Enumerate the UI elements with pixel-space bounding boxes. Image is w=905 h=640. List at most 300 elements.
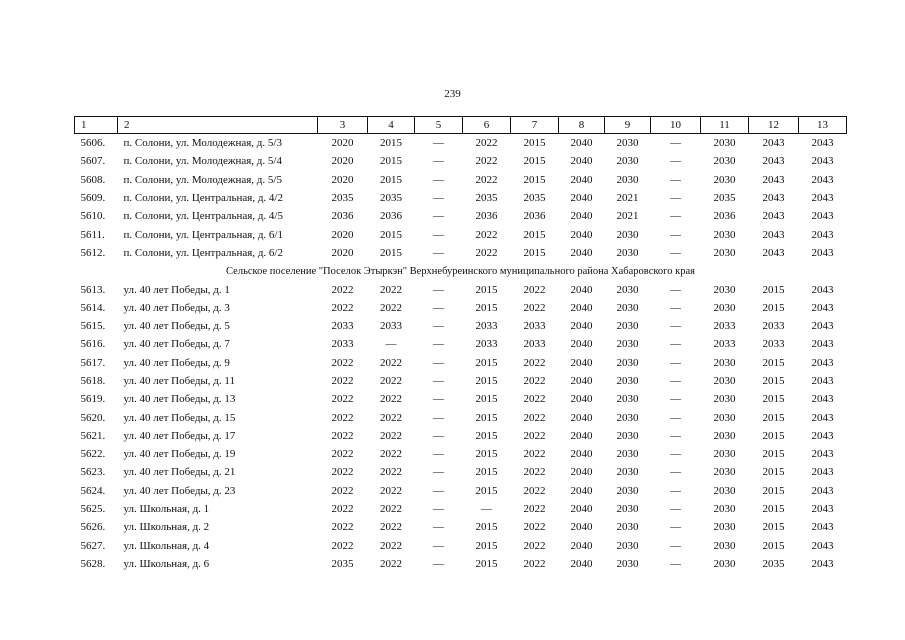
table-cell: ул. 40 лет Победы, д. 5 — [123, 320, 230, 333]
table-cell: 5619. — [80, 393, 106, 406]
table-cell: 2040 — [570, 155, 593, 168]
table-row — [75, 500, 847, 518]
header-cell: 8 — [559, 117, 605, 134]
table-cell: 2043 — [762, 137, 785, 150]
table-cell: 2021 — [616, 210, 639, 223]
table-cell: — — [433, 429, 444, 442]
table-cell: 2022 — [523, 448, 546, 461]
table-row — [75, 463, 847, 481]
header-cell: 4 — [368, 117, 415, 134]
table-cell: 2015 — [762, 448, 785, 461]
table-cell: 2022 — [380, 283, 402, 296]
header-cell: 10 — [651, 117, 701, 134]
table-cell: 2036 — [713, 210, 736, 223]
table-cell: 2030 — [616, 338, 639, 351]
table-cell: 2022 — [523, 484, 546, 497]
table-cell: 2015 — [475, 521, 498, 534]
table-cell: 2030 — [713, 429, 736, 442]
table-cell: — — [433, 192, 444, 205]
table-cell: 2043 — [811, 429, 834, 442]
table-cell: 5609. — [80, 192, 106, 205]
table-cell: 2033 — [713, 320, 736, 333]
table-cell: 2015 — [380, 246, 402, 259]
table-cell: ул. Школьная, д. 6 — [123, 557, 210, 570]
table-cell: 2040 — [570, 484, 593, 497]
table-cell: 2036 — [475, 210, 498, 223]
table-cell: — — [670, 283, 681, 296]
table-cell: 2015 — [762, 283, 785, 296]
table-cell: 2022 — [331, 484, 354, 497]
table-cell: 2015 — [523, 228, 546, 241]
header-cell: 1 — [75, 117, 118, 134]
table-cell: 2036 — [380, 210, 402, 223]
table-cell: 2030 — [713, 228, 736, 241]
table-cell: — — [433, 210, 444, 223]
table-cell: 2015 — [762, 484, 785, 497]
table-cell: 2015 — [380, 173, 402, 186]
table-cell: — — [433, 484, 444, 497]
table-cell: 2040 — [570, 466, 593, 479]
table-cell: ул. 40 лет Победы, д. 1 — [123, 283, 230, 296]
table-cell: 2040 — [570, 246, 593, 259]
table-row — [75, 244, 847, 262]
table-row — [75, 225, 847, 243]
table-cell: — — [670, 228, 681, 241]
table-cell: 2030 — [713, 539, 736, 552]
table-cell: 2015 — [523, 137, 546, 150]
table-cell: 2033 — [523, 320, 546, 333]
table-cell: 2015 — [380, 155, 402, 168]
table-cell: 2043 — [811, 320, 834, 333]
table-cell: 2040 — [570, 173, 593, 186]
table-cell: — — [433, 466, 444, 479]
table-cell: 2030 — [713, 137, 736, 150]
table-cell: 5607. — [80, 155, 106, 168]
table-cell: 2040 — [570, 539, 593, 552]
table-cell: 2030 — [616, 521, 639, 534]
table-cell: 2030 — [713, 173, 736, 186]
table-cell: 2015 — [380, 228, 402, 241]
table-cell: 5615. — [80, 320, 106, 333]
table-cell: 2035 — [523, 192, 546, 205]
table-cell: 2022 — [523, 301, 546, 314]
table-cell: 2030 — [713, 448, 736, 461]
table-row — [75, 207, 847, 225]
table-cell: 2030 — [616, 228, 639, 241]
table-cell: 2022 — [475, 155, 498, 168]
table-cell: 2043 — [811, 356, 834, 369]
table-cell: — — [670, 173, 681, 186]
table-row — [75, 390, 847, 408]
table-cell: 2033 — [762, 320, 785, 333]
table-cell: 2022 — [523, 356, 546, 369]
table-cell: 2030 — [713, 393, 736, 406]
table-cell: п. Солони, ул. Молодежная, д. 5/5 — [123, 173, 282, 186]
table-cell: — — [670, 393, 681, 406]
table-cell: 2022 — [331, 301, 354, 314]
table-cell: 2040 — [570, 320, 593, 333]
table-cell: 2030 — [713, 557, 736, 570]
table-cell: 2015 — [762, 356, 785, 369]
table-cell: — — [433, 283, 444, 296]
table-cell: 2030 — [713, 484, 736, 497]
table-cell: 2020 — [331, 228, 354, 241]
data-table — [74, 116, 847, 573]
table-cell: 2015 — [762, 393, 785, 406]
table-cell: 2030 — [713, 375, 736, 387]
table-cell: 2040 — [570, 338, 593, 351]
table-cell: 2022 — [475, 137, 498, 150]
table-cell: 2030 — [713, 503, 736, 516]
table-cell: 2043 — [811, 503, 834, 516]
table-cell: 2035 — [762, 557, 785, 570]
table-cell: — — [481, 503, 492, 516]
table-cell: — — [385, 338, 397, 351]
table-cell: п. Солони, ул. Центральная, д. 4/2 — [123, 192, 283, 205]
table-cell: 2030 — [616, 411, 639, 424]
table-header — [75, 117, 847, 134]
table-cell: 2033 — [523, 338, 546, 351]
table-row — [75, 335, 847, 353]
table-cell: 2015 — [762, 301, 785, 314]
table-cell: 2022 — [331, 521, 354, 534]
section-row — [75, 262, 847, 280]
table-cell: 2040 — [570, 411, 593, 424]
table-cell: 2022 — [523, 283, 546, 296]
table-cell: 2040 — [570, 192, 593, 205]
table-cell: 2022 — [380, 393, 402, 406]
table-cell: — — [433, 155, 444, 168]
table-cell: 2022 — [523, 466, 546, 479]
table-cell: 2040 — [570, 228, 593, 241]
table-cell: — — [670, 539, 681, 552]
table-cell: 2035 — [380, 192, 402, 205]
table-cell: 2022 — [331, 393, 354, 406]
table-cell: 5608. — [80, 173, 106, 186]
table-cell: 2022 — [523, 393, 546, 406]
table-cell: 2035 — [331, 557, 354, 570]
header-cell: 9 — [605, 117, 651, 134]
table-cell: 2022 — [380, 356, 402, 369]
table-row — [75, 427, 847, 445]
table-cell: 2030 — [616, 320, 639, 333]
table-cell: — — [670, 210, 681, 223]
table-cell: 2022 — [331, 429, 354, 442]
table-cell: — — [433, 356, 444, 369]
header-cell: 12 — [749, 117, 799, 134]
table-cell: 5622. — [80, 448, 106, 461]
table-cell: 2022 — [523, 521, 546, 534]
table-cell: 2040 — [570, 301, 593, 314]
header-cell: 3 — [318, 117, 368, 134]
table-cell: 2022 — [380, 411, 402, 424]
table-cell: — — [670, 411, 681, 424]
table-cell: 5616. — [80, 338, 106, 351]
table-row — [75, 299, 847, 317]
header-cell: 11 — [701, 117, 749, 134]
table-cell: 2015 — [475, 393, 498, 406]
table-row — [75, 372, 847, 390]
table-cell: п. Солони, ул. Центральная, д. 6/1 — [123, 228, 283, 241]
table-cell: 2022 — [475, 173, 498, 186]
table-cell: 2033 — [331, 338, 354, 351]
table-cell: 2015 — [475, 484, 498, 497]
page-number: 239 — [444, 88, 461, 100]
table-cell: — — [670, 521, 681, 534]
table-cell: 5611. — [80, 228, 105, 241]
table-cell: 2030 — [616, 557, 639, 570]
table-cell: 2035 — [713, 192, 736, 205]
table-cell: 5612. — [80, 246, 106, 259]
table-cell: 2030 — [713, 521, 736, 534]
table-cell: 2015 — [523, 155, 546, 168]
table-cell: 2040 — [570, 557, 593, 570]
table-cell: — — [670, 192, 681, 205]
table-row — [75, 537, 847, 555]
table-cell: 2030 — [616, 155, 639, 168]
table-cell: 2022 — [523, 375, 546, 387]
table-cell: — — [433, 539, 444, 552]
table-cell: 2015 — [475, 375, 498, 387]
table-cell: 2043 — [811, 539, 834, 552]
table-cell: 2043 — [811, 155, 834, 168]
table-cell: 2022 — [380, 521, 402, 534]
table-cell: 2043 — [811, 192, 834, 205]
table-cell: ул. 40 лет Победы, д. 19 — [123, 448, 236, 461]
table-cell: 2015 — [475, 539, 498, 552]
table-cell: 2022 — [380, 375, 402, 387]
table-cell: 2015 — [475, 301, 498, 314]
table-cell: 2015 — [475, 557, 498, 570]
table-cell: 2015 — [762, 411, 785, 424]
table-cell: 2033 — [331, 320, 354, 333]
table-cell: 2022 — [380, 557, 402, 570]
table-cell: — — [670, 155, 681, 168]
table-cell: 2043 — [762, 210, 785, 223]
table-cell: 2015 — [475, 411, 498, 424]
header-cell: 7 — [511, 117, 559, 134]
table-cell: 2022 — [380, 484, 402, 497]
table-cell: 2022 — [475, 228, 498, 241]
table-cell: 5625. — [80, 503, 106, 516]
table-cell: ул. 40 лет Победы, д. 7 — [123, 338, 230, 351]
table-cell: 2030 — [616, 429, 639, 442]
table-cell: 2035 — [331, 192, 354, 205]
table-cell: 2022 — [331, 411, 354, 424]
section-title: Сельское поселение "Поселок Этыркэн" Верхнебуреинского муниципального района Хабаровского края — [226, 265, 695, 277]
table-cell: 2043 — [811, 448, 834, 461]
table-cell: 2040 — [570, 356, 593, 369]
table-row — [75, 280, 847, 298]
table-cell: 2022 — [380, 539, 402, 552]
header-cell: 5 — [415, 117, 463, 134]
table-cell: 2015 — [762, 521, 785, 534]
table-cell: п. Солони, ул. Центральная, д. 4/5 — [123, 210, 283, 223]
table-cell: ул. 40 лет Победы, д. 3 — [123, 301, 230, 314]
table-cell: 5627. — [80, 539, 106, 552]
table-cell: 2040 — [570, 429, 593, 442]
table-cell: 2043 — [811, 411, 834, 424]
table-cell: 2022 — [380, 429, 402, 442]
table-cell: 2022 — [523, 411, 546, 424]
table-cell: 2036 — [331, 210, 354, 223]
table-cell: 5618. — [80, 375, 106, 387]
table-cell: 2021 — [616, 192, 639, 205]
table-cell: 2030 — [616, 539, 639, 552]
table-cell: 2030 — [713, 155, 736, 168]
table-cell: 2033 — [762, 338, 785, 351]
table-cell: 2030 — [713, 356, 736, 369]
table-cell: 5624. — [80, 484, 106, 497]
table-cell: 5623. — [80, 466, 106, 479]
table-cell: 2043 — [811, 393, 834, 406]
table-cell: 2043 — [811, 301, 834, 314]
table-cell: — — [670, 466, 681, 479]
table-row — [75, 555, 847, 573]
table-cell: 5621. — [80, 429, 106, 442]
table-row — [75, 134, 847, 153]
table-cell: 2043 — [811, 375, 834, 387]
table-cell: 2015 — [762, 375, 785, 387]
table-cell: 2022 — [523, 557, 546, 570]
table-cell: 2043 — [811, 557, 834, 570]
table-cell: 2022 — [380, 466, 402, 479]
table-cell: 2030 — [616, 246, 639, 259]
table-cell: 2030 — [616, 448, 639, 461]
table-cell: 2020 — [331, 246, 354, 259]
table-cell: 2030 — [713, 301, 736, 314]
table-row — [75, 152, 847, 170]
table-cell: — — [433, 246, 444, 259]
table-cell: — — [433, 375, 444, 387]
table-cell: 5626. — [80, 521, 106, 534]
table-cell: 2033 — [475, 320, 498, 333]
table-cell: 2015 — [523, 173, 546, 186]
table-cell: 2040 — [570, 210, 593, 223]
table-cell: ул. 40 лет Победы, д. 21 — [123, 466, 236, 479]
table-cell: — — [433, 521, 444, 534]
table-cell: — — [670, 429, 681, 442]
table-cell: 2022 — [523, 503, 546, 516]
header-cell: 6 — [463, 117, 511, 134]
table-cell: — — [433, 393, 444, 406]
table-cell: 2015 — [475, 429, 498, 442]
table-cell: 2015 — [380, 137, 402, 150]
table-cell: — — [433, 338, 444, 351]
table-cell: — — [433, 301, 444, 314]
table-cell: 5617. — [80, 356, 106, 369]
table-cell: 2022 — [475, 246, 498, 259]
table-cell: ул. Школьная, д. 4 — [123, 539, 210, 552]
table-cell: 5606. — [80, 137, 106, 150]
table-cell: 5628. — [80, 557, 106, 570]
table-cell: 2015 — [762, 429, 785, 442]
table-cell: 2020 — [331, 155, 354, 168]
table-cell: 2043 — [811, 484, 834, 497]
table-cell: 5620. — [80, 411, 106, 424]
table-cell: 2030 — [616, 173, 639, 186]
table-cell: 2043 — [762, 228, 785, 241]
table-cell: 2043 — [762, 155, 785, 168]
table-cell: — — [433, 320, 444, 333]
table-cell: 2043 — [811, 283, 834, 296]
table-cell: 2043 — [811, 210, 834, 223]
table-cell: ул. 40 лет Победы, д. 17 — [123, 429, 236, 442]
table-cell: 2022 — [331, 283, 354, 296]
table-cell: 2030 — [713, 246, 736, 259]
table-cell: ул. 40 лет Победы, д. 11 — [123, 375, 235, 387]
table-cell: 5613. — [80, 283, 106, 296]
table-cell: п. Солони, ул. Молодежная, д. 5/3 — [123, 137, 282, 150]
table-cell: — — [670, 448, 681, 461]
table-cell: ул. Школьная, д. 2 — [123, 521, 210, 534]
table-cell: — — [670, 375, 681, 387]
table-cell: — — [433, 557, 444, 570]
table-row — [75, 482, 847, 500]
table-row — [75, 445, 847, 463]
table-row — [75, 354, 847, 372]
table-cell: — — [670, 503, 681, 516]
table-cell: 2040 — [570, 137, 593, 150]
table-cell: — — [670, 320, 681, 333]
table-cell: 2015 — [762, 466, 785, 479]
table-cell: 2030 — [616, 393, 639, 406]
table-cell: 2022 — [380, 448, 402, 461]
table-cell: ул. Школьная, д. 1 — [123, 503, 210, 516]
table-cell: 2043 — [762, 192, 785, 205]
table-cell: 2015 — [762, 503, 785, 516]
table-cell: 2030 — [616, 137, 639, 150]
table-cell: 2030 — [713, 283, 736, 296]
table-cell: п. Солони, ул. Молодежная, д. 5/4 — [123, 155, 282, 168]
table-cell: 2033 — [380, 320, 402, 333]
table-cell: — — [670, 301, 681, 314]
table-cell: 2043 — [811, 228, 834, 241]
table-cell: 2030 — [713, 466, 736, 479]
table-cell: 2022 — [331, 503, 354, 516]
table-cell: ул. 40 лет Победы, д. 13 — [123, 393, 236, 406]
table-cell: 2036 — [523, 210, 546, 223]
table-cell: 2043 — [811, 521, 834, 534]
table-cell: 2022 — [331, 356, 354, 369]
table-cell: 2033 — [475, 338, 498, 351]
table-row — [75, 518, 847, 536]
table-cell: 2040 — [570, 448, 593, 461]
table-cell: — — [433, 448, 444, 461]
header-cell: 2 — [118, 117, 318, 134]
table-cell: 2030 — [616, 301, 639, 314]
table-cell: — — [670, 338, 681, 351]
table-cell: 2030 — [616, 283, 639, 296]
table-cell: 2035 — [475, 192, 498, 205]
table-cell: 2040 — [570, 375, 593, 387]
table-cell: — — [670, 137, 681, 150]
table-cell: 2043 — [811, 137, 834, 150]
table-cell: 2015 — [523, 246, 546, 259]
table-cell: 2043 — [762, 246, 785, 259]
table-cell: — — [670, 356, 681, 369]
table-cell: 2020 — [331, 137, 354, 150]
table-cell: 2043 — [762, 173, 785, 186]
table-cell: 2030 — [713, 411, 736, 424]
table-cell: — — [670, 484, 681, 497]
table-cell: 2022 — [380, 301, 402, 314]
table-cell: — — [433, 173, 444, 186]
table-row — [75, 171, 847, 189]
table-cell: 2015 — [475, 283, 498, 296]
table-cell: 2022 — [331, 466, 354, 479]
table-row — [75, 408, 847, 426]
